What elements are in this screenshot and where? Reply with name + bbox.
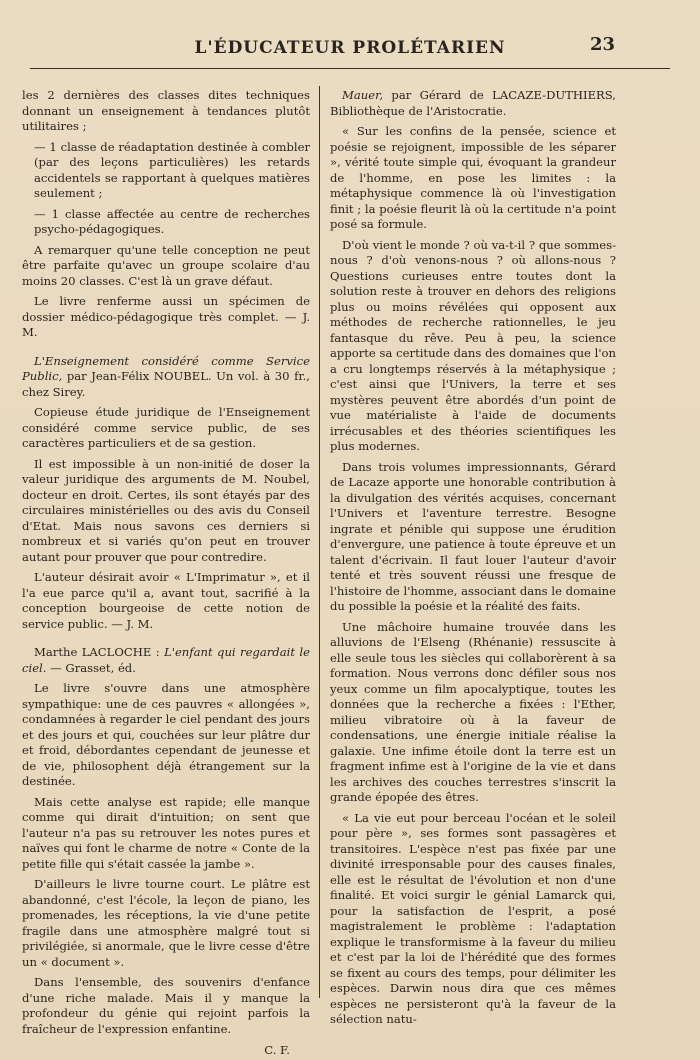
journal-title: L'ÉDUCATEUR PROLÉTARIEN <box>194 38 506 58</box>
paragraph: Mais cette analyse est rapide; elle manque comme qui dirait d'intuition; on sent que l'auteur n'a pas su retrouver les notes pures et naïves qui font le charme de notre « Conte de la petite fille qui s'était cassée la jambe ». <box>22 794 310 871</box>
paragraph: Le livre s'ouvre dans une atmosphère sympathique: une de ces pauvres « allongées », condamnées à regarder le ciel pendant des jours et des jours et qui, couchées sur leur plâtre dur et froid, débordantes cependant de jeunesse et de vie, philosophent déjà étrangement sur la destinée. <box>22 681 310 788</box>
paragraph: Le livre renferme aussi un spécimen de dossier médico-pédagogique très complet. — J. M. <box>22 294 310 339</box>
book-title: Mauer, <box>342 88 384 102</box>
paragraph: Une mâchoire humaine trouvée dans les alluvions de l'Elseng (Rhénanie) ressuscite à elle seule tous les siècles qui collaborèrent à sa formation. Nous verrons donc défiler sous nos yeux comme un film apocalyptique, toutes les données que la recherche a fixées : l'Ether, milieu vibratoire où à la faveur de condensations, une énergie initiale réalise la galaxie. Une infime étoile dont la terre est un fragment infime est à l'origine de la vie et dans les archives des couches terrestres s'inscrit la grande épopée des êtres. <box>330 619 616 804</box>
right-column <box>330 88 616 1033</box>
paragraph: L'auteur désirait avoir « L'Imprimatur », et il l'a eue parce qu'il a, avant tout, sacrifié à la conception bourgeoise de cette notion de service public. — J. M. <box>22 570 310 631</box>
book-citation <box>22 354 310 401</box>
paragraph: — 1 classe de réadaptation destinée à combler (par des leçons particulières) les retards accidentels se rapportant à quelques matières seulement ; <box>34 139 310 200</box>
signature: C. F. <box>264 1043 290 1057</box>
paragraph: Dans l'ensemble, des souvenirs d'enfance d'une riche malade. Mais il y manque la profondeur du génie qui rejoint parfois la fraîcheur de l'expression enfantine. <box>22 975 310 1036</box>
left-column <box>22 88 310 1059</box>
paragraph: D'ailleurs le livre tourne court. Le plâtre est abandonné, c'est l'école, la leçon de piano, les promenades, les réceptions, la vie d'une petite fragile dans une atmosphère malgré tout si privilégiée, si anormale, que le livre cesse d'être un « document ». <box>22 877 310 969</box>
page-number: 23 <box>589 34 615 55</box>
paragraph: « Sur les confins de la pensée, science et poésie se rejoignent, impossible de les séparer », vérité toute simple qui, évoquant la grandeur de l'homme, en pose les limites : la métaphysique commence là où l'investigation finit ; la poésie fleurit là où la certitude n'a point posé sa formule. <box>330 124 616 231</box>
book-details: — Grasset, éd. <box>50 660 136 675</box>
book-citation <box>330 88 616 119</box>
page-header <box>30 28 670 72</box>
paragraph: Copieuse étude juridique de l'Enseignement considéré comme service public, de ses caractères particuliers et de sa gestion. <box>22 405 310 450</box>
header-rule <box>30 68 670 69</box>
column-divider <box>319 86 320 998</box>
paragraph: — 1 classe affectée au centre de recherches psycho-pédagogiques. <box>34 206 310 236</box>
paragraph: Il est impossible à un non-initié de doser la valeur juridique des arguments de M. Noubel, docteur en droit. Certes, ils sont étayés par des circulaires ministérielles ou des avis du Conseil d'Etat. Mais nous savons ces derniers si nombreux et si variés qu'on peut en trouver autant pour prouver que pour contredire. <box>22 456 310 564</box>
paragraph: « La vie eut pour berceau l'océan et le soleil pour père », ses formes sont passagères et transitoires. L'espèce n'est pas fixée par une divinité irresponsable pour des causes finales, elle est le résultat de l'évolution et non d'une finalité. Et voici surgir le génial Lamarck qui, pour la satisfaction de l'esprit, a posé magistralement le problème : l'adaptation explique le transformisme à la faveur du milieu et c'est par la loi de l'hérédité que des formes se fixent au cours des temps, pour délimiter les espèces. Darwin nous dira que ces mêmes espèces ne persisteront qu'à la faveur de la sélection natu- <box>330 810 616 1026</box>
book-details: par Gérard de LACAZE-DUTHIERS, Bibliothèque de l'Aristocratie. <box>330 88 616 118</box>
paragraph: D'où vient le monde ? où va-t-il ? que sommes-nous ? d'où venons-nous ? où allons-nous ? Questions curieuses entre toutes dont la solution reste à trouver en dehors des religions plus ou moins révélées qui opposent aux méthodes de recherche rationnelles, le jeu fantasque du rêve. Peu à peu, la science apporte sa certitude dans des domaines que l'on a cru longtemps réservés à la métaphysique ; c'est ainsi que l'Univers, la terre et ses mystères peuvent être abordés d'un point de vue matérialiste à l'aide de documents irrécusables et des théories scientifiques les plus modernes. <box>330 237 616 453</box>
paragraph: les 2 dernières des classes dites techniques donnant un enseignement à tendances plutôt utilitaires ; <box>22 88 310 133</box>
book-citation <box>22 645 310 676</box>
paragraph: A remarquer qu'une telle conception ne peut être parfaite qu'avec un groupe scolaire d'au moins 20 classes. C'est là un grave défaut. <box>22 242 310 288</box>
book-details: par Jean-Félix NOUBEL. Un vol. à 30 fr., chez Sirey. <box>22 369 310 399</box>
paragraph: Dans trois volumes impressionnants, Gérard de Lacaze apporte une honorable contribution à la divulgation des vérités acquises, concernant l'Univers et l'aventure terrestre. Besogne ingrate et pénible qui suppose une érudition d'envergure, une patience à toute épreuve et un talent d'écrivain. Il faut louer l'auteur d'avoir tenté et très souvent réussi une fresque de l'histoire de l'homme, associant dans le domaine du possible la poésie et la réalité des faits. <box>330 459 616 613</box>
book-title: L'Enseignement considéré comme Service Public, <box>22 353 310 383</box>
book-title: L'enfant qui regardait le ciel. <box>22 645 310 675</box>
book-author: Marthe LACLOCHE : <box>34 645 160 659</box>
